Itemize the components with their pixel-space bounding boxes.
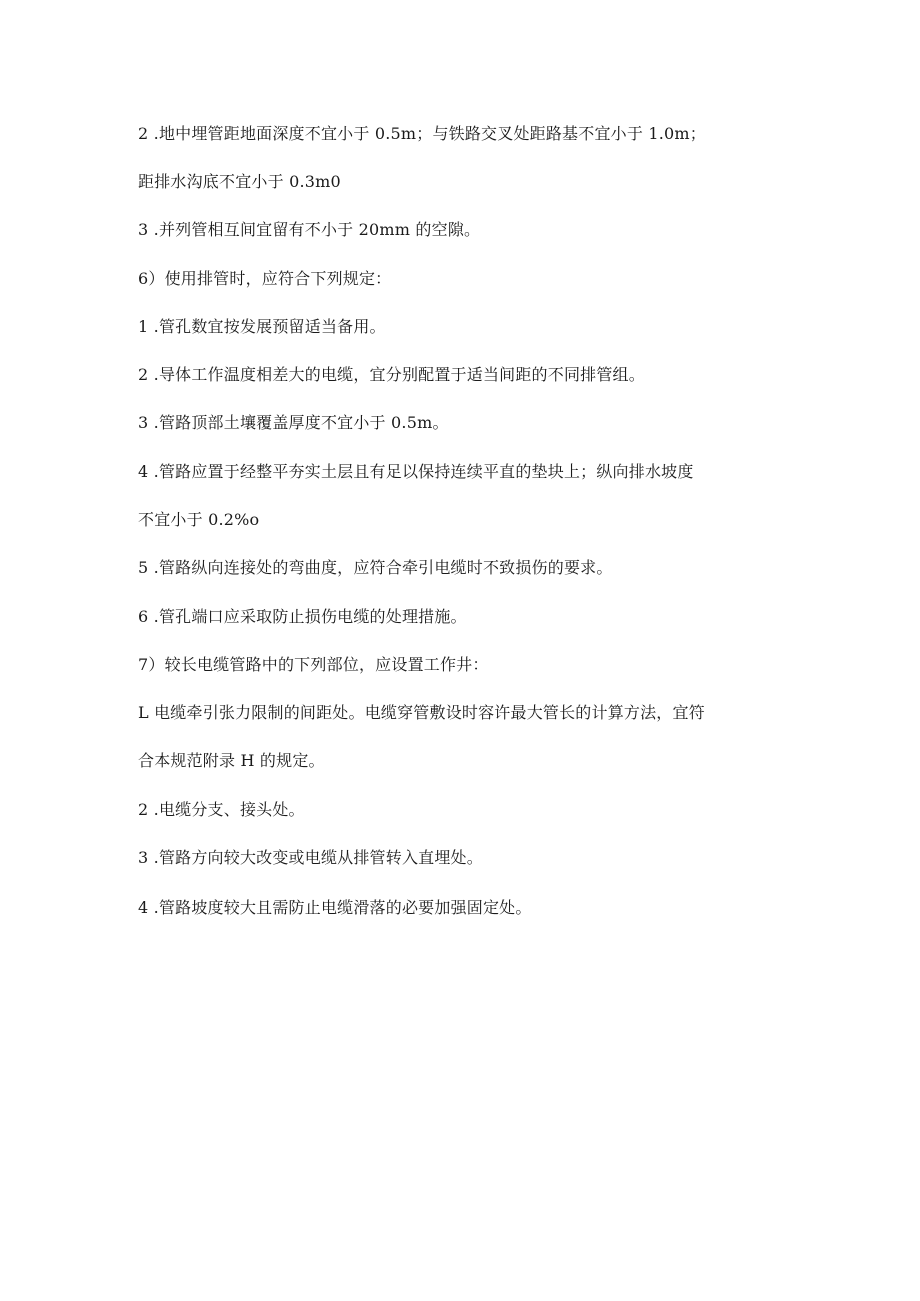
text-line-11: 6 .管孔端口应采取防止损伤电缆的处理措施。 [138,607,467,626]
text-line-5: 1 .管孔数宜按发展预留适当备用。 [138,317,386,336]
text-line-3: 3 .并列管相互间宜留有不小于 20mm 的空隙。 [138,220,481,239]
text-line-10: 5 .管路纵向连接处的弯曲度，应符合牵引电缆时不致损伤的要求。 [138,558,613,577]
text-line-2: 距排水沟底不宜小于 0.3m0 [138,172,341,191]
text-line-16: 3 .管路方向较大改变或电缆从排管转入直埋处。 [138,848,483,867]
text-line-15: 2 .电缆分支、接头处。 [138,800,305,819]
text-line-12: 7）较长电缆管路中的下列部位，应设置工作井： [138,655,489,674]
text-line-1: 2 .地中埋管距地面深度不宜小于 0.5m；与铁路交叉处距路基不宜小于 1.0m； [138,124,706,143]
text-line-7: 3 .管路顶部土壤覆盖厚度不宜小于 0.5m。 [138,413,449,432]
text-line-4: 6）使用排管时，应符合下列规定： [138,269,392,288]
text-line-8: 4 .管路应置于经整平夯实土层且有足以保持连续平直的垫块上；纵向排水坡度 [138,462,694,481]
text-line-13: L 电缆牵引张力限制的间距处。电缆穿管敷设时容许最大管长的计算方法，宜符 [138,703,705,722]
text-line-6: 2 .导体工作温度相差大的电缆，宜分别配置于适当间距的不同排管组。 [138,365,645,384]
text-line-17: 4 .管路坡度较大且需防止电缆滑落的必要加强固定处。 [138,898,532,917]
text-line-9: 不宜小于 0.2%o [138,510,260,529]
text-line-14: 合本规范附录 H 的规定。 [138,751,325,770]
